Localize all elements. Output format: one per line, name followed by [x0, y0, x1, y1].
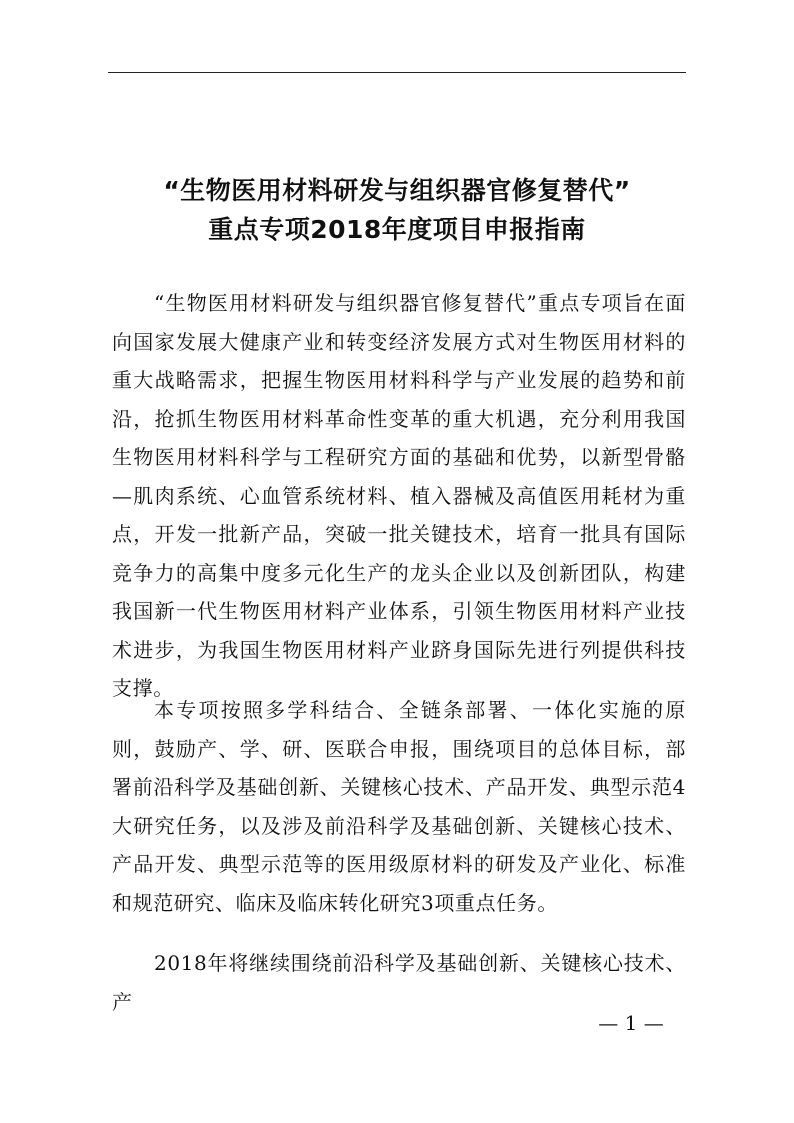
body-paragraph-2: 本专项按照多学科结合、全链条部署、一体化实施的原则，鼓励产、学、研、医联合申报，围绕项目的总体目标，部署前沿科学及基础创新、关键核心技术、产品开发、典型示范4大研究任务，以及涉及前沿科学及基础创新、关键核心技术、产品开发、典型示范等的医用级原材料的研发及产业化、标准和规范研究、临床及临床转化研究3项重点任务。 — [112, 698, 686, 915]
document-title-line-1: “生物医用材料研发与组织器官修复替代” — [163, 176, 631, 205]
document-title-line-2: 重点专项2018年度项目申报指南 — [208, 215, 586, 244]
page-number: — 1 — — [598, 1011, 664, 1035]
body-paragraph-3: 2018年将继续围绕前沿科学及基础创新、关键核心技术、产 — [112, 951, 686, 1014]
header-rule — [108, 72, 686, 73]
body-paragraph-1: “生物医用材料研发与组织器官修复替代”重点专项旨在面向国家发展大健康产业和转变经济发展方式对生物医用材料的重大战略需求，把握生物医用材料科学与产业发展的趋势和前沿，抢抓生物医用材料革命性变革的重大机遇，充分利用我国生物医用材料科学与工程研究方面的基础和优势，以新型骨骼—肌肉系统、心血管系统材料、植入器械及高值医用耗材为重点，开发一批新产品，突破一批关键技术，培育一批具有国际竞争力的高集中度多元化生产的龙头企业以及创新团队，构建我国新一代生物医用材料产业体系，引领生物医用材料产业技术进步，为我国生物医用材料产业跻身国际先进行列提供科技支撑。 — [112, 291, 686, 700]
